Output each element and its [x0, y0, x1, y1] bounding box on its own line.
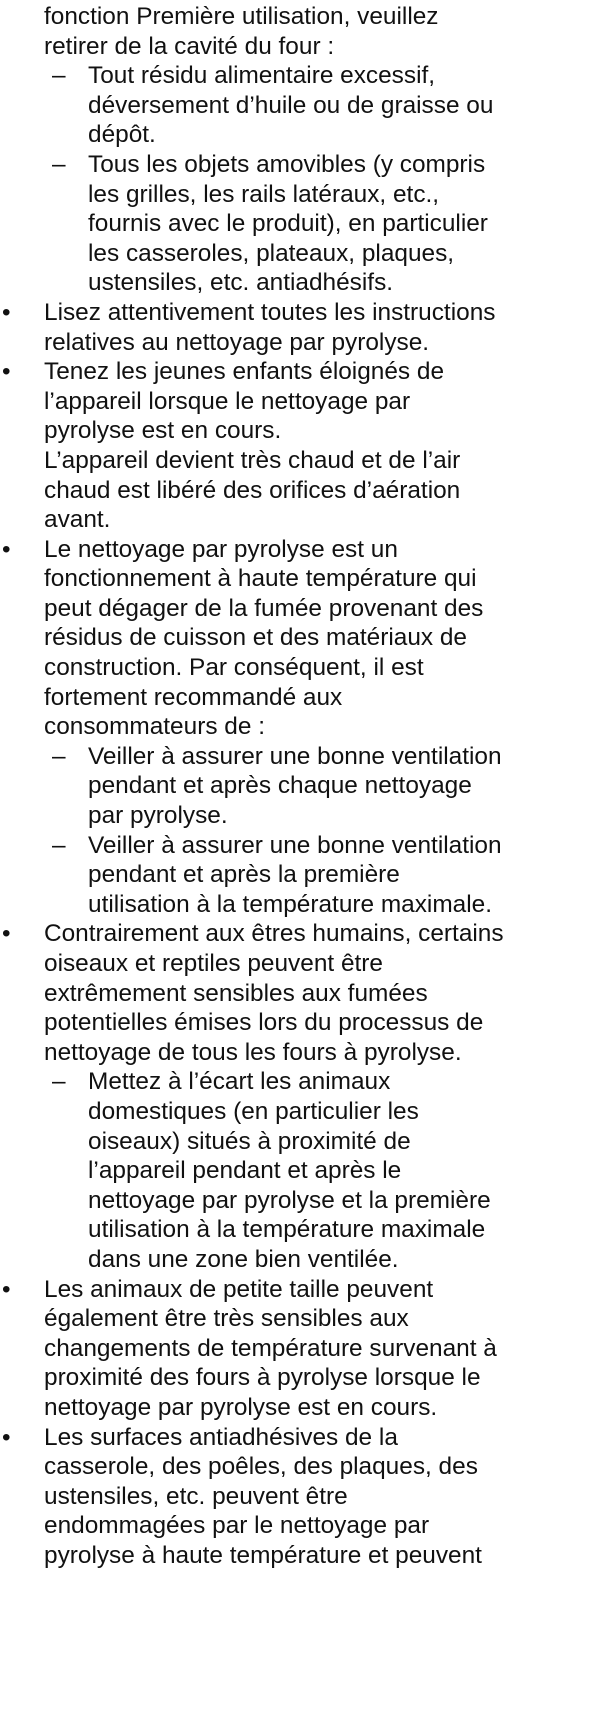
text-line: Lisez attentivement toutes les instructions — [44, 298, 496, 326]
text-line: potentielles émises lors du processus de — [44, 1009, 484, 1037]
text-line: ustensiles, etc. antiadhésifs. — [88, 269, 394, 297]
text-line: consommateurs de : — [44, 713, 265, 741]
text-line: l’appareil pendant et après le — [88, 1157, 402, 1185]
text-line: fortement recommandé aux — [44, 683, 343, 711]
text-line: Tout résidu alimentaire excessif, — [88, 62, 436, 90]
text-line: proximité des fours à pyrolyse lorsque le — [44, 1364, 481, 1392]
text-line: L’appareil devient très chaud et de l’air — [44, 446, 461, 474]
text-line: endommagées par le nettoyage par — [44, 1512, 430, 1540]
bullet-item — [0, 1423, 606, 1571]
bullet-item — [0, 1275, 606, 1423]
bullet-marker: • — [2, 1423, 11, 1451]
text-line: Tous les objets amovibles (y compris — [88, 150, 486, 178]
bullet-item — [0, 535, 606, 742]
text-line: l’appareil lorsque le nettoyage par — [44, 387, 411, 415]
text-line: fonction Première utilisation, veuillez — [44, 3, 439, 30]
dash-marker: – — [52, 831, 66, 859]
text-line: pyrolyse est en cours. — [44, 417, 282, 445]
text-line: dépôt. — [88, 121, 156, 149]
text-line: pendant et après chaque nettoyage — [88, 772, 472, 800]
dash-item — [0, 831, 606, 920]
dash-marker: – — [52, 150, 66, 178]
dash-marker: – — [52, 742, 66, 770]
text-line: nettoyage de tous les fours à pyrolyse. — [44, 1038, 462, 1066]
text-line: Les surfaces antiadhésives de la — [44, 1423, 398, 1451]
dash-item — [0, 1067, 606, 1274]
text-line: Veiller à assurer une bonne ventilation — [88, 742, 502, 770]
text-line: oiseaux et reptiles peuvent être — [44, 950, 383, 977]
text-line: déversement d’huile ou de graisse ou — [88, 91, 494, 119]
text-line: construction. Par conséquent, il est — [44, 654, 424, 682]
text-line: dans une zone bien ventilée. — [88, 1245, 399, 1273]
text-line: peut dégager de la fumée provenant des — [44, 594, 484, 622]
text-line: ustensiles, etc. peuvent être — [44, 1482, 348, 1510]
text-line: par pyrolyse. — [88, 802, 228, 830]
text-line: Mettez à l’écart les animaux — [88, 1068, 391, 1096]
text-line: pyrolyse à haute température et peuvent — [44, 1541, 482, 1569]
text-line: fournis avec le produit), en particulier — [88, 210, 488, 238]
text-line: extrêmement sensibles aux fumées — [44, 979, 428, 1007]
text-line: retirer de la cavité du four : — [44, 32, 335, 60]
bullet-marker: • — [2, 535, 11, 563]
text-line: utilisation à la température maximale. — [88, 890, 492, 918]
text-line: les grilles, les rails latéraux, etc., — [88, 180, 440, 208]
text-line: Les animaux de petite taille peuvent — [44, 1275, 434, 1303]
bullet-marker: • — [2, 298, 11, 326]
text-line: les casseroles, plateaux, plaques, — [88, 239, 455, 267]
dash-marker: – — [52, 1068, 66, 1096]
text-line: pendant et après la première — [88, 861, 400, 889]
bullet-item — [0, 357, 606, 535]
dash-marker: – — [52, 62, 66, 90]
dash-item — [0, 61, 606, 150]
bullet-item — [0, 298, 606, 357]
text-line: nettoyage par pyrolyse est en cours. — [44, 1393, 438, 1421]
text-line: casserole, des poêles, des plaques, des — [44, 1453, 478, 1481]
text-line: chaud est libéré des orifices d’aération — [44, 476, 461, 504]
text-line: Veiller à assurer une bonne ventilation — [88, 831, 502, 859]
text-line: utilisation à la température maximale — [88, 1216, 486, 1244]
text-line: également être très sensibles aux — [44, 1305, 409, 1333]
text-line: fonctionnement à haute température qui — [44, 565, 477, 593]
bullet-marker: • — [2, 1275, 11, 1303]
dash-item — [0, 150, 606, 298]
bullet-item — [0, 919, 606, 1067]
dash-item — [0, 742, 606, 831]
text-line: résidus de cuisson et des matériaux de — [44, 624, 468, 652]
text-line: changements de température survenant à — [44, 1334, 497, 1362]
text-line: oiseaux) situés à proximité de — [88, 1127, 411, 1155]
text-line: Tenez les jeunes enfants éloignés de — [44, 358, 445, 386]
text-line: Contrairement aux êtres humains, certains — [44, 920, 504, 948]
bullet-marker: • — [2, 358, 11, 386]
text-line: domestiques (en particulier les — [88, 1097, 419, 1125]
text-line: nettoyage par pyrolyse et la première — [88, 1186, 491, 1214]
text-line: relatives au nettoyage par pyrolyse. — [44, 328, 430, 356]
text-line: Le nettoyage par pyrolyse est un — [44, 535, 398, 563]
bullet-marker: • — [2, 920, 11, 948]
text-line: avant. — [44, 506, 111, 534]
intro-paragraph — [0, 2, 606, 61]
